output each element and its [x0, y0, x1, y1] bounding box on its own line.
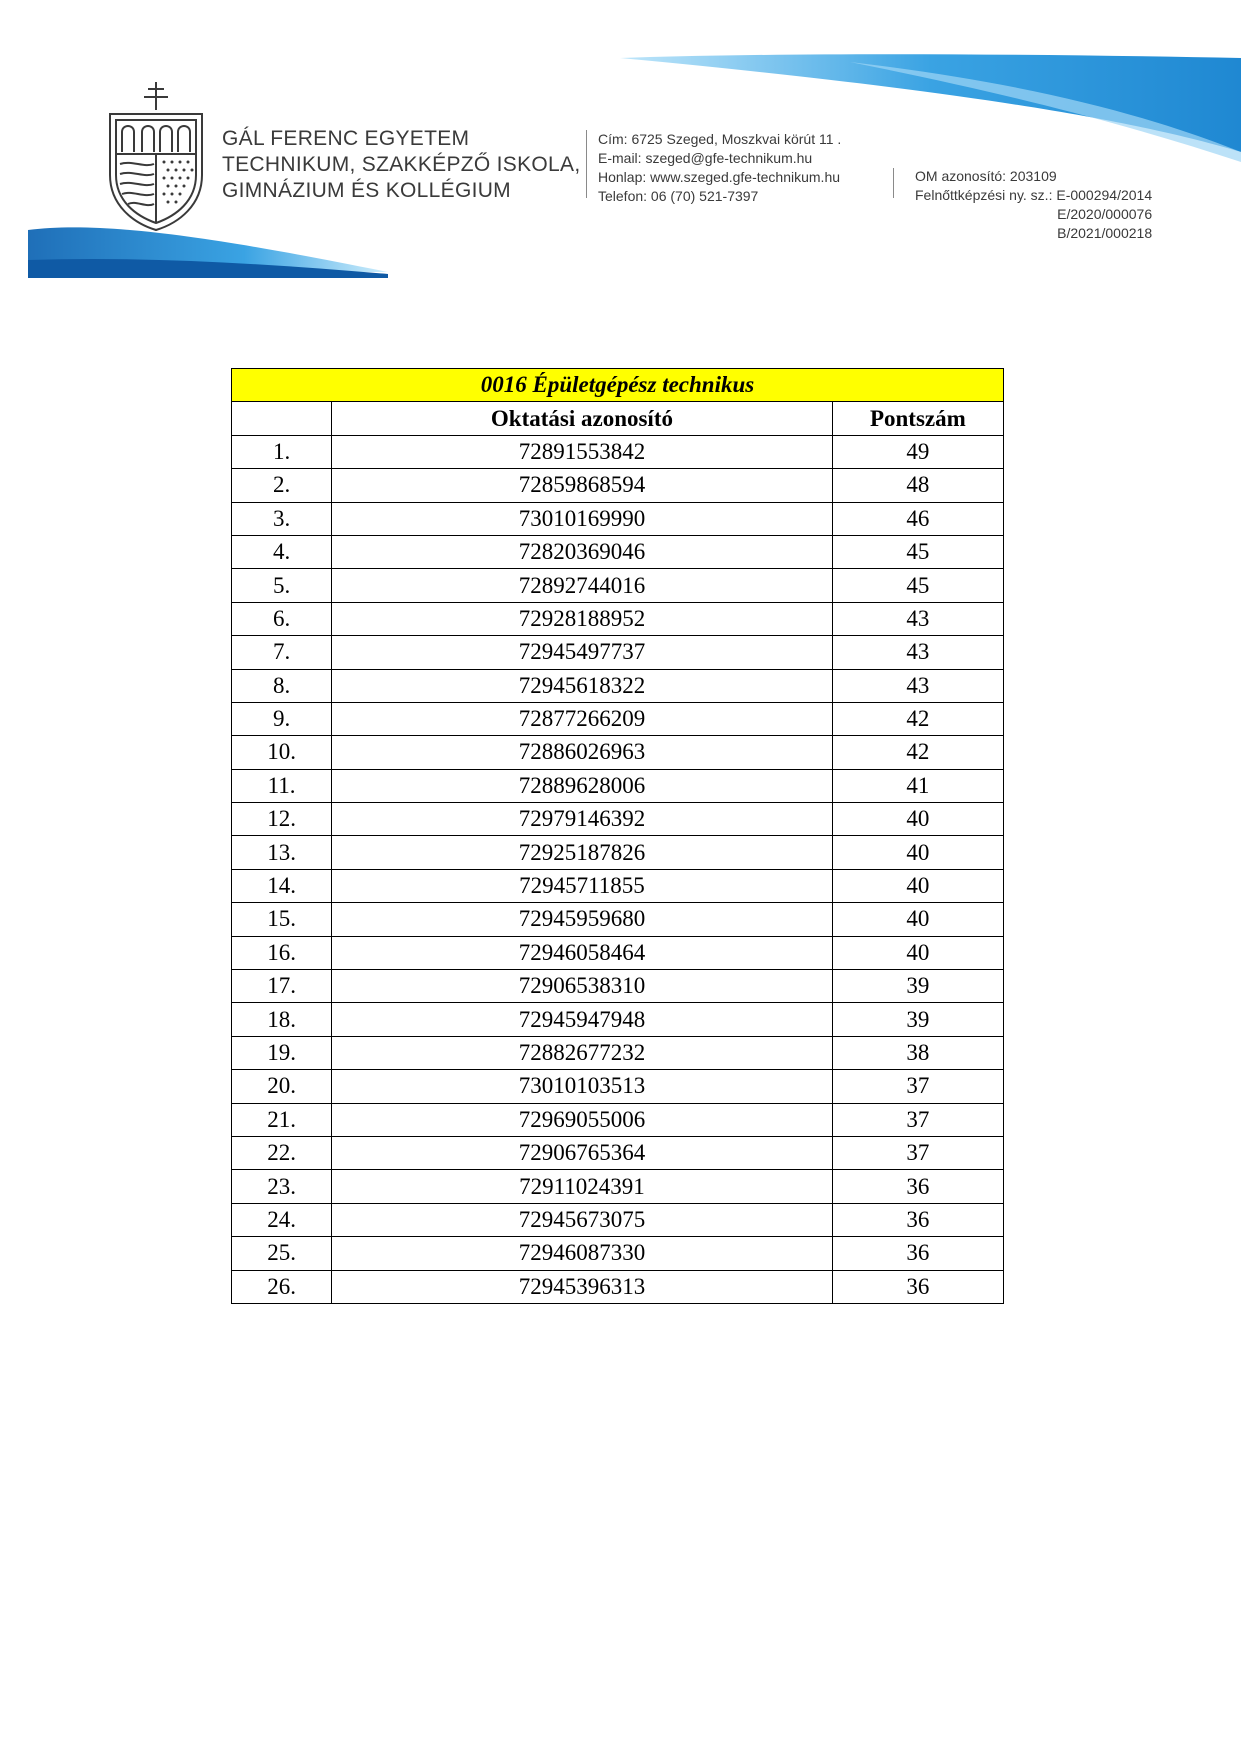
- ranking-table: [231, 368, 1004, 1304]
- table-row: [232, 970, 1004, 1003]
- rank-cell: 3.: [232, 502, 332, 535]
- student-id-cell: 72945396313: [332, 1270, 833, 1303]
- student-id-cell: 72946058464: [332, 936, 833, 969]
- score-cell: 43: [832, 669, 1003, 702]
- student-id-cell: 72925187826: [332, 836, 833, 869]
- score-cell: 39: [832, 1003, 1003, 1036]
- om-id-line: OM azonosító: 203109: [915, 168, 1057, 184]
- student-id-cell: 72882677232: [332, 1036, 833, 1069]
- header-divider-1: [586, 130, 587, 198]
- score-cell: 37: [832, 1070, 1003, 1103]
- score-column-header: Pontszám: [832, 402, 1003, 435]
- score-cell: 37: [832, 1136, 1003, 1169]
- rank-cell: 4.: [232, 535, 332, 568]
- student-id-cell: 73010169990: [332, 502, 833, 535]
- student-id-cell: 72928188952: [332, 602, 833, 635]
- student-id-cell: 72891553842: [332, 435, 833, 468]
- student-id-cell: 72945711855: [332, 869, 833, 902]
- table-row: [232, 936, 1004, 969]
- rank-cell: 1.: [232, 435, 332, 468]
- student-id-cell: 72945673075: [332, 1203, 833, 1236]
- student-id-cell: 72877266209: [332, 702, 833, 735]
- score-cell: 40: [832, 803, 1003, 836]
- student-id-cell: 72979146392: [332, 803, 833, 836]
- rank-cell: 8.: [232, 669, 332, 702]
- rank-cell: 13.: [232, 836, 332, 869]
- score-cell: 37: [832, 1103, 1003, 1136]
- score-cell: 36: [832, 1170, 1003, 1203]
- school-name-line-1: GÁL FERENC EGYETEM: [222, 127, 470, 150]
- school-name-line-2: TECHNIKUM, SZAKKÉPZŐ ISKOLA,: [222, 153, 581, 176]
- rank-cell: 7.: [232, 636, 332, 669]
- rank-cell: 21.: [232, 1103, 332, 1136]
- score-cell: 36: [832, 1237, 1003, 1270]
- registration-number-1: E/2020/000076: [1057, 206, 1153, 222]
- score-cell: 41: [832, 769, 1003, 802]
- contact-info: [598, 130, 841, 206]
- rank-cell: 15.: [232, 903, 332, 936]
- adult-education-line: Felnőttképzési ny. sz.: E-000294/2014: [915, 187, 1153, 203]
- table-row: [232, 769, 1004, 802]
- registration-number-2: B/2021/000218: [1057, 225, 1153, 241]
- student-id-cell: 72945618322: [332, 669, 833, 702]
- student-id-cell: 73010103513: [332, 1070, 833, 1103]
- rank-cell: 9.: [232, 702, 332, 735]
- table-row: [232, 502, 1004, 535]
- rank-cell: 20.: [232, 1070, 332, 1103]
- student-id-cell: 72859868594: [332, 469, 833, 502]
- table-row: [232, 1237, 1004, 1270]
- score-cell: 36: [832, 1203, 1003, 1236]
- table-row: [232, 836, 1004, 869]
- address-line: Cím: 6725 Szeged, Moszkvai körút 11 .: [598, 131, 842, 147]
- rank-cell: 26.: [232, 1270, 332, 1303]
- table-row: [232, 1103, 1004, 1136]
- student-id-cell: 72946087330: [332, 1237, 833, 1270]
- table-row: [232, 1170, 1004, 1203]
- student-id-cell: 72911024391: [332, 1170, 833, 1203]
- table-title: 0016 Épületgépész technikus: [232, 369, 1004, 402]
- score-cell: 42: [832, 736, 1003, 769]
- blue-wave-bottom-graphic: [28, 220, 388, 280]
- email-line: E-mail: szeged@gfe-technikum.hu: [598, 150, 813, 166]
- table-title-row: [232, 369, 1004, 402]
- student-id-column-header: Oktatási azonosító: [332, 402, 833, 435]
- score-cell: 46: [832, 502, 1003, 535]
- phone-line: Telefon: 06 (70) 521-7397: [598, 188, 759, 204]
- table-body: [232, 435, 1004, 1303]
- rank-cell: 16.: [232, 936, 332, 969]
- school-crest-logo: [104, 80, 208, 235]
- website-line: Honlap: www.szeged.gfe-technikum.hu: [598, 169, 841, 185]
- rank-cell: 25.: [232, 1237, 332, 1270]
- table-row: [232, 903, 1004, 936]
- rank-column-header: [232, 402, 332, 435]
- table-row: [232, 1136, 1004, 1169]
- score-cell: 40: [832, 903, 1003, 936]
- score-cell: 40: [832, 869, 1003, 902]
- student-id-cell: 72906538310: [332, 970, 833, 1003]
- letterhead: [0, 0, 1241, 290]
- student-id-cell: 72820369046: [332, 535, 833, 568]
- table-row: [232, 1003, 1004, 1036]
- student-id-cell: 72945959680: [332, 903, 833, 936]
- rank-cell: 5.: [232, 569, 332, 602]
- student-id-cell: 72945947948: [332, 1003, 833, 1036]
- rank-cell: 18.: [232, 1003, 332, 1036]
- table-row: [232, 636, 1004, 669]
- rank-cell: 19.: [232, 1036, 332, 1069]
- score-cell: 48: [832, 469, 1003, 502]
- table-row: [232, 736, 1004, 769]
- table-row: [232, 1203, 1004, 1236]
- student-id-cell: 72886026963: [332, 736, 833, 769]
- student-id-cell: 72892744016: [332, 569, 833, 602]
- rank-cell: 14.: [232, 869, 332, 902]
- header-divider-2: [893, 168, 894, 198]
- registration-info: [915, 167, 1152, 243]
- school-name-line-3: GIMNÁZIUM ÉS KOLLÉGIUM: [222, 179, 511, 202]
- student-id-cell: 72906765364: [332, 1136, 833, 1169]
- rank-cell: 10.: [232, 736, 332, 769]
- score-cell: 39: [832, 970, 1003, 1003]
- table-row: [232, 535, 1004, 568]
- table-row: [232, 869, 1004, 902]
- rank-cell: 22.: [232, 1136, 332, 1169]
- rank-cell: 2.: [232, 469, 332, 502]
- table-row: [232, 602, 1004, 635]
- table-row: [232, 435, 1004, 468]
- rank-cell: 6.: [232, 602, 332, 635]
- table-row: [232, 669, 1004, 702]
- score-cell: 38: [832, 1036, 1003, 1069]
- rank-cell: 11.: [232, 769, 332, 802]
- table-row: [232, 469, 1004, 502]
- rank-cell: 24.: [232, 1203, 332, 1236]
- rank-cell: 12.: [232, 803, 332, 836]
- student-id-cell: 72945497737: [332, 636, 833, 669]
- score-cell: 43: [832, 602, 1003, 635]
- score-cell: 36: [832, 1270, 1003, 1303]
- table-header-row: [232, 402, 1004, 435]
- score-cell: 42: [832, 702, 1003, 735]
- score-cell: 40: [832, 836, 1003, 869]
- rank-cell: 17.: [232, 970, 332, 1003]
- student-id-cell: 72969055006: [332, 1103, 833, 1136]
- table-row: [232, 1036, 1004, 1069]
- rank-cell: 23.: [232, 1170, 332, 1203]
- table-row: [232, 569, 1004, 602]
- school-name: [222, 126, 580, 204]
- score-cell: 43: [832, 636, 1003, 669]
- table-row: [232, 702, 1004, 735]
- score-cell: 45: [832, 569, 1003, 602]
- table-row: [232, 1070, 1004, 1103]
- student-id-cell: 72889628006: [332, 769, 833, 802]
- score-cell: 45: [832, 535, 1003, 568]
- table-row: [232, 1270, 1004, 1303]
- table-row: [232, 803, 1004, 836]
- score-cell: 40: [832, 936, 1003, 969]
- score-cell: 49: [832, 435, 1003, 468]
